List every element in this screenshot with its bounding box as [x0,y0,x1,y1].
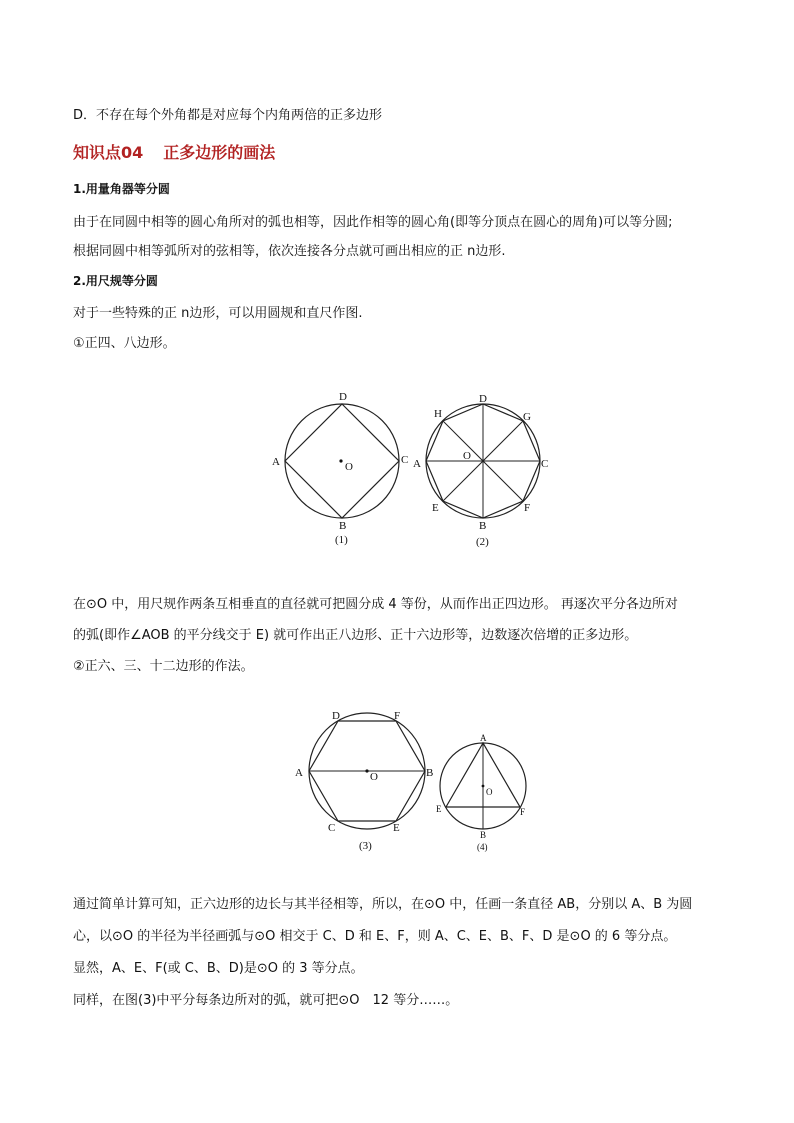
figure3-label-b: B [426,767,434,779]
figure3-center-dot [365,769,368,772]
figure2-label-e: E [432,502,439,514]
figure2-label-o: O [463,450,471,462]
figure2-label-g: G [523,411,531,423]
section-heading [73,140,275,163]
part1-heading: 1.用量角器等分圆 [73,182,170,196]
figure3-label-c: C [328,822,336,834]
figure3-label-e: E [393,822,400,834]
figure3-label-f: F [394,710,401,722]
figure2-caption: (2) [476,536,489,548]
figure3-label-d: D [332,710,340,722]
figure1-label-b: B [339,520,347,532]
figures-square-octagon [260,385,560,555]
figure1-caption: (1) [335,534,348,546]
section-title: 正多边形的画法 [163,143,276,162]
figure4-label-e: E [436,804,442,814]
case1-title: ①正四、八边形。 [73,336,176,351]
figure3-diagram [295,710,433,852]
para1-line1: 在⊙O 中，用尺规作两条互相垂直的直径就可把圆分成 4 等份，从而作出正四边形。 再逐次平分各边所对 [73,597,678,612]
para2-line2: 心，以⊙O 的半径为半径画弧与⊙O 相交于 C、D 和 E、F，则 A、C、E、B、F、D 是⊙O 的 6 等分点。 [73,929,677,944]
figure1-label-o: O [345,461,353,473]
part2-heading: 2.用尺规等分圆 [73,274,158,288]
para1-line2: 的弧(即作∠AOB 的平分线交于 E) 就可作出正八边形、正十六边形等，边数逐次倍增的正多边形。 [73,628,638,643]
part1-line1: 由于在同圆中相等的圆心角所对的弧也相等，因此作相等的圆心角(即等分顶点在圆心的周角)可以等分圆; [73,215,673,230]
figure2-label-a: A [413,458,421,470]
option-d: D．不存在每个外角都是对应每个内角两倍的正多边形 [73,108,383,123]
para2-line1: 通过简单计算可知，正六边形的边长与其半径相等，所以，在⊙O 中，任画一条直径 AB，分别以 A、B 为圆 [73,897,693,912]
figure3-label-o: O [370,771,378,783]
figure3-caption: (3) [359,840,372,852]
figure2-diagram [413,393,548,548]
section-number: 知识点04 [73,143,144,162]
figure2-label-c: C [541,458,549,470]
figure4-diagram [436,733,526,852]
figure2-label-h: H [434,408,442,420]
figure1-diagram [272,391,408,546]
figure3-label-a: A [295,767,303,779]
figure2-label-d: D [479,393,487,405]
case2-title: ②正六、三、十二边形的作法。 [73,659,254,674]
figure2-label-b: B [479,520,487,532]
para2-line4: 同样，在图(3)中平分每条边所对的弧，就可把⊙O 12 等分……。 [73,993,459,1008]
figures-hexagon-triangle [285,700,535,860]
part2-line1: 对于一些特殊的正 n边形，可以用圆规和直尺作图. [73,306,363,321]
figure2-label-f: F [524,502,531,514]
figure1-label-a: A [272,456,280,468]
figure4-label-b: B [480,830,487,840]
figure4-label-a: A [480,733,487,743]
figure4-label-f: F [520,807,526,817]
figure1-label-d: D [339,391,347,403]
part1-line2: 根据同圆中相等弧所对的弦相等，依次连接各分点就可画出相应的正 n边形. [73,244,506,259]
figure4-label-o: O [486,787,493,797]
figure1-label-c: C [401,454,409,466]
figure1-center-dot [339,459,342,462]
figure4-caption: (4) [477,842,488,852]
figure4-center-dot [482,785,485,788]
para2-line3: 显然，A、E、F(或 C、B、D)是⊙O 的 3 等分点。 [73,961,364,976]
